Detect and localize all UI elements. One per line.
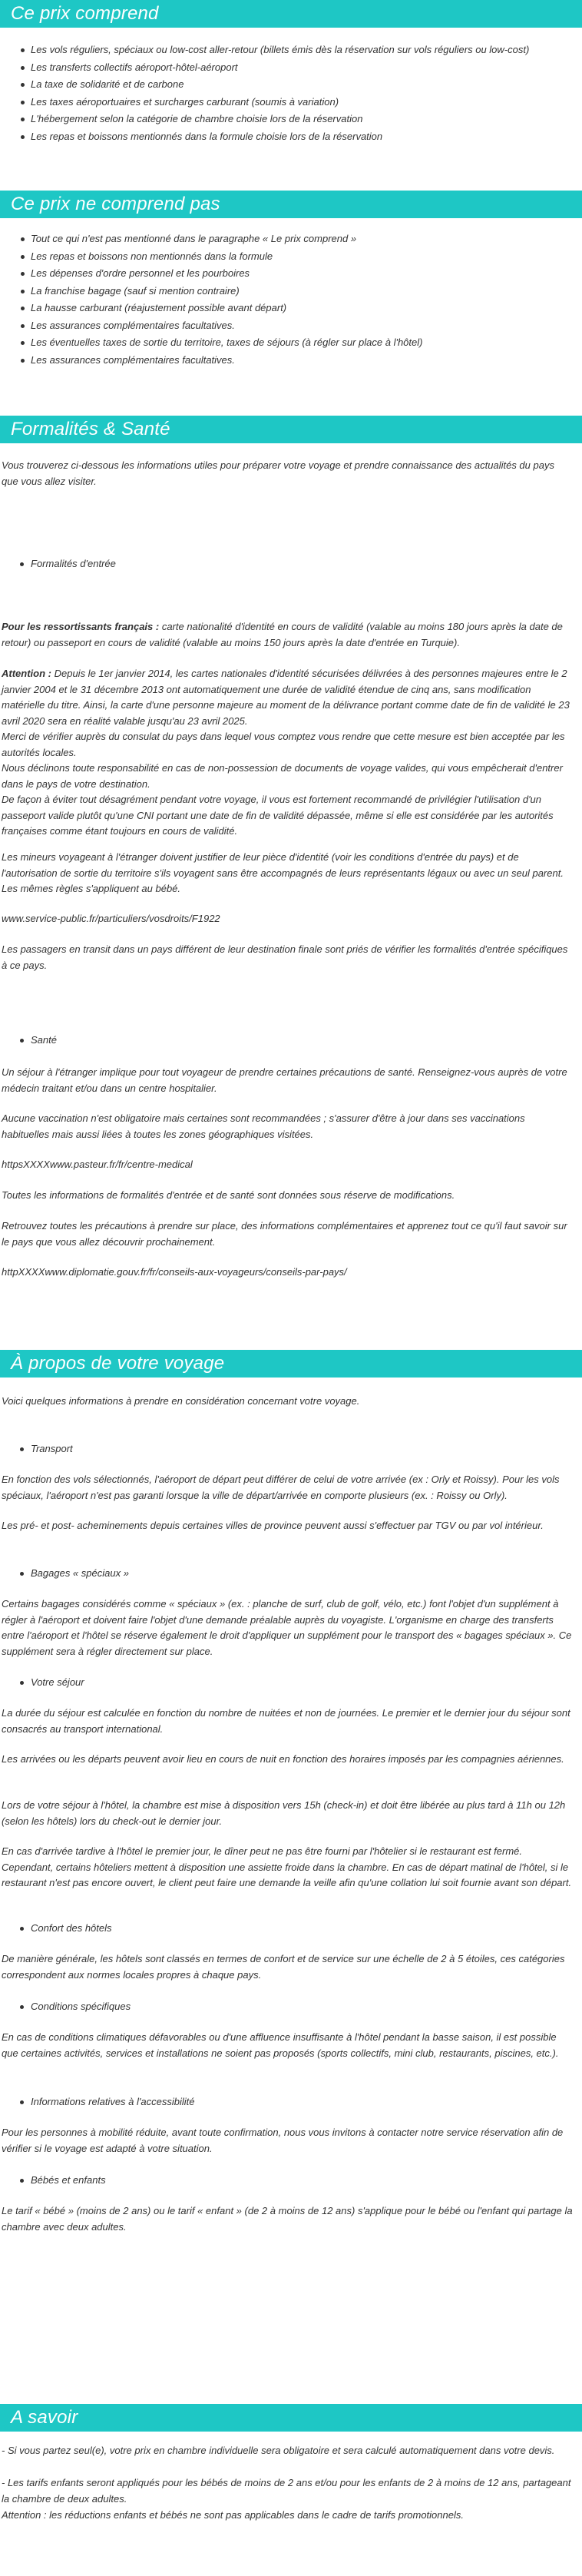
asavoir-line-2: - Les tarifs enfants seront appliqués pour les bébés de moins de 2 ans et/ou pour les enfants de 2 à moins de 12 ans, partageant la chambre de deux adultes. <box>2 2477 571 2505</box>
section-header-formalites: Formalités & Santé <box>0 416 582 443</box>
ressortissants-text: carte nationalité d'identité en cours de validité (valable au moins 180 jours après la date de retour) ou passeport en cours de validité (valable au moins 150 jours après la date d'entrée en Turquie). <box>2 621 563 648</box>
attention-more: Merci de vérifier auprès du consulat du pays dans lequel vous comptez vous rendre que cette mesure est bien acceptée par les autorités locales. <box>2 731 565 758</box>
attention-paragraph <box>0 666 582 729</box>
list-item: Les dépenses d'ordre personnel et les pourboires <box>31 265 582 283</box>
list-item: L'hébergement selon la catégorie de chambre choisie lors de la réservation <box>31 111 582 128</box>
sante-paragraph-4: Retrouvez toutes les précautions à prendre sur place, des informations complémentaires et apprenez tout ce qu'il faut savoir sur le pays que vous allez découvrir prochainement. <box>2 1220 567 1248</box>
list-item: Tout ce qui n'est pas mentionné dans le paragraphe « Le prix comprend » <box>31 230 582 248</box>
attention-label: Attention : <box>2 668 51 679</box>
list-item: La taxe de solidarité et de carbone <box>31 76 582 94</box>
sante-paragraph-1: Un séjour à l'étranger implique pour tout voyageur de prendre certaines précautions de santé. Renseignez-vous auprès de votre médecin traitant et/ou dans un centre hospitalier. <box>2 1066 567 1094</box>
attention-decline: Nous déclinons toute responsabilité en cas de non-possession de documents de voyage valides, qui vous empêcherait d'entrer dans le pays de votre destination. <box>2 762 563 790</box>
list-item: La franchise bagage (sauf si mention contraire) <box>31 283 582 300</box>
apropos-intro: Voici quelques informations à prendre en considération concernant votre voyage. <box>2 1395 360 1407</box>
heading-sante: Santé <box>31 1033 568 1048</box>
link-diplomatie[interactable]: httpXXXXwww.diplomatie.gouv.fr/fr/conseils-aux-voyageurs/conseils-par-pays/ <box>2 1266 347 1278</box>
heading-formalites-entree: Formalités d'entrée <box>31 556 568 572</box>
heading-transport: Transport <box>31 1441 568 1457</box>
sante-paragraph-3: Toutes les informations de formalités d'entrée et de santé sont données sous réserve de modifications. <box>2 1189 455 1201</box>
asavoir-line-3: Attention : les réductions enfants et bébés ne sont pas applicables dans le cadre de tarifs promotionnels. <box>2 2509 464 2521</box>
ressortissants-label: Pour les ressortissants français : <box>2 621 160 632</box>
excludes-list <box>0 230 582 369</box>
accessibilite-paragraph: Pour les personnes à mobilité réduite, avant toute confirmation, nous vous invitons à contacter notre service réservation afin de vérifier si le voyage est adapté à votre situation. <box>2 2127 564 2154</box>
sejour-paragraph-1: La durée du séjour est calculée en fonction du nombre de nuitées et non de journées. Le premier et le dernier jour du séjour sont consacrés au transport international. <box>2 1707 570 1735</box>
sejour-paragraph-4: En cas d'arrivée tardive à l'hôtel le premier jour, le dîner peut ne pas être fourni par l'hôtelier si le restaurant est fermé. Cependant, certains hôteliers mettent à disposition une assiette froide dans la chambre. En cas de départ matinal de l'hôtel, si le restaurant n'est pas encore ouvert, le client peut faire une demande la veille afin qu'une collation lui soit fournie avant son départ. <box>2 1845 572 1888</box>
includes-list-section <box>0 41 582 145</box>
asavoir-line-1: - Si vous partez seul(e), votre prix en chambre individuelle sera obligatoire et sera calculé automatiquement dans votre devis. <box>2 2445 555 2456</box>
excludes-list-section <box>0 230 582 369</box>
heading-bebes: Bébés et enfants <box>31 2173 568 2188</box>
transit-paragraph: Les passagers en transit dans un pays différent de leur destination finale sont priés de vérifier les formalités d'entrée spécifiques à ce pays. <box>2 943 568 971</box>
section-header-excludes: Ce prix ne comprend pas <box>0 191 582 218</box>
section-header-asavoir: A savoir <box>0 2404 582 2432</box>
ressortissants-paragraph <box>0 619 582 651</box>
list-item: Les repas et boissons mentionnés dans la formule choisie lors de la réservation <box>31 128 582 146</box>
formalites-intro: Vous trouverez ci-dessous les informations utiles pour préparer votre voyage et prendre connaissance des actualités du pays que vous allez visiter. <box>2 459 554 487</box>
heading-conditions: Conditions spécifiques <box>31 1999 568 2014</box>
section-header-apropos: À propos de votre voyage <box>0 1350 582 1378</box>
transport-paragraph-2: Les pré- et post- acheminements depuis certaines villes de province peuvent aussi s'effectuer par TGV ou par vol intérieur. <box>2 1520 544 1531</box>
list-item: Les vols réguliers, spéciaux ou low-cost aller-retour (billets émis dès la réservation sur vols réguliers ou low-cost) <box>31 41 582 59</box>
list-item: Les éventuelles taxes de sortie du territoire, taxes de séjours (à régler sur place à l'hôtel) <box>31 334 582 352</box>
transport-paragraph-1: En fonction des vols sélectionnés, l'aéroport de départ peut différer de celui de votre arrivée (ex : Orly et Roissy). Pour les vols spéciaux, l'aéroport n'est pas garanti lorsque la ville de départ/arrivée en comporte plusieurs (ex. : Roissy ou Orly). <box>2 1474 560 1501</box>
mineurs-paragraph: Les mineurs voyageant à l'étranger doivent justifier de leur pièce d'identité (voir les conditions d'entrée du pays) et de l'autorisation de sortie du territoire s'ils voyagent sans être accompagnés de leurs représentants légaux ou avec un seul parent. Les mêmes règles s'appliquent au bébé. <box>2 851 564 894</box>
section-header-includes: Ce prix comprend <box>0 0 582 28</box>
list-item: Les transferts collectifs aéroport-hôtel-aéroport <box>31 59 582 77</box>
heading-accessibilite: Informations relatives à l'accessibilité <box>31 2094 568 2110</box>
conditions-paragraph: En cas de conditions climatiques défavorables ou d'une affluence insuffisante à l'hôtel pendant la basse saison, il est possible que certaines activités, services et installations ne soient pas proposés (sports collectifs, mini club, restaurants, piscines, etc.). <box>2 2031 559 2059</box>
list-item: Les repas et boissons non mentionnés dans la formule <box>31 248 582 266</box>
list-item: Les assurances complémentaires facultatives. <box>31 352 582 370</box>
list-item: Les taxes aéroportuaires et surcharges carburant (soumis à variation) <box>31 94 582 111</box>
heading-sejour: Votre séjour <box>31 1675 568 1690</box>
heading-bagages: Bagages « spéciaux » <box>31 1566 568 1581</box>
sante-paragraph-2: Aucune vaccination n'est obligatoire mais certaines sont recommandées ; s'assurer d'être à jour dans ses vaccinations habituelles mais aussi liées à toutes les zones géographiques visitées. <box>2 1112 525 1140</box>
list-item: La hausse carburant (réajustement possible avant départ) <box>31 300 582 317</box>
includes-list <box>0 41 582 145</box>
sejour-paragraph-3: Lors de votre séjour à l'hôtel, la chambre est mise à disposition vers 15h (check-in) et doit être libérée au plus tard à 11h ou 12h (selon les hôtels) lors du check-out le dernier jour. <box>2 1799 566 1827</box>
bagages-paragraph: Certains bagages considérés comme « spéciaux » (ex. : planche de surf, club de golf, vélo, etc.) font l'objet d'un supplément à régler à l'aéroport et doivent faire l'objet d'une demande préalable auprès du voyagiste. L'organisme en charge des transferts entre l'aéroport et l'hôtel se réserve également le droit d'appliquer un supplément pour le transport des « bagages spéciaux ». Ce supplément sera à régler directement sur place. <box>2 1598 572 1657</box>
link-service-public[interactable]: www.service-public.fr/particuliers/vosdroits/F1922 <box>2 913 220 924</box>
list-item: Les assurances complémentaires facultatives. <box>31 317 582 335</box>
link-pasteur[interactable]: httpsXXXXwww.pasteur.fr/fr/centre-medical <box>2 1159 193 1170</box>
bebes-paragraph: Le tarif « bébé » (moins de 2 ans) ou le tarif « enfant » (de 2 à moins de 12 ans) s'applique pour le bébé ou l'enfant qui partage la chambre avec deux adultes. <box>2 2205 573 2233</box>
heading-confort: Confort des hôtels <box>31 1921 568 1936</box>
attention-text: Depuis le 1er janvier 2014, les cartes nationales d'identité sécurisées délivrées à des personnes majeures entre le 2 janvier 2004 et le 31 décembre 2013 ont automatiquement une durée de validité étendue de cinq ans, sans modification matérielle du titre. Ainsi, la carte d'une personne majeure au moment de la délivrance portant comme date de fin de validité le 23 avril 2020 sera en réalité valable jusqu'au 23 avril 2025. <box>2 668 570 727</box>
confort-paragraph: De manière générale, les hôtels sont classés en termes de confort et de service sur une échelle de 2 à 5 étoiles, ces catégories correspondent aux normes locales propres à chaque pays. <box>2 1953 565 1981</box>
attention-cni: De façon à éviter tout désagrément pendant votre voyage, il vous est fortement recommandé de privilégier l'utilisation d'un passeport valide plutôt qu'une CNI portant une date de fin de validité dépassée, même si elle est considérée par les autorités françaises comme étant toujours en cours de validité. <box>2 794 554 837</box>
sejour-paragraph-2: Les arrivées ou les départs peuvent avoir lieu en cours de nuit en fonction des horaires imposés par les compagnies aériennes. <box>2 1753 564 1765</box>
